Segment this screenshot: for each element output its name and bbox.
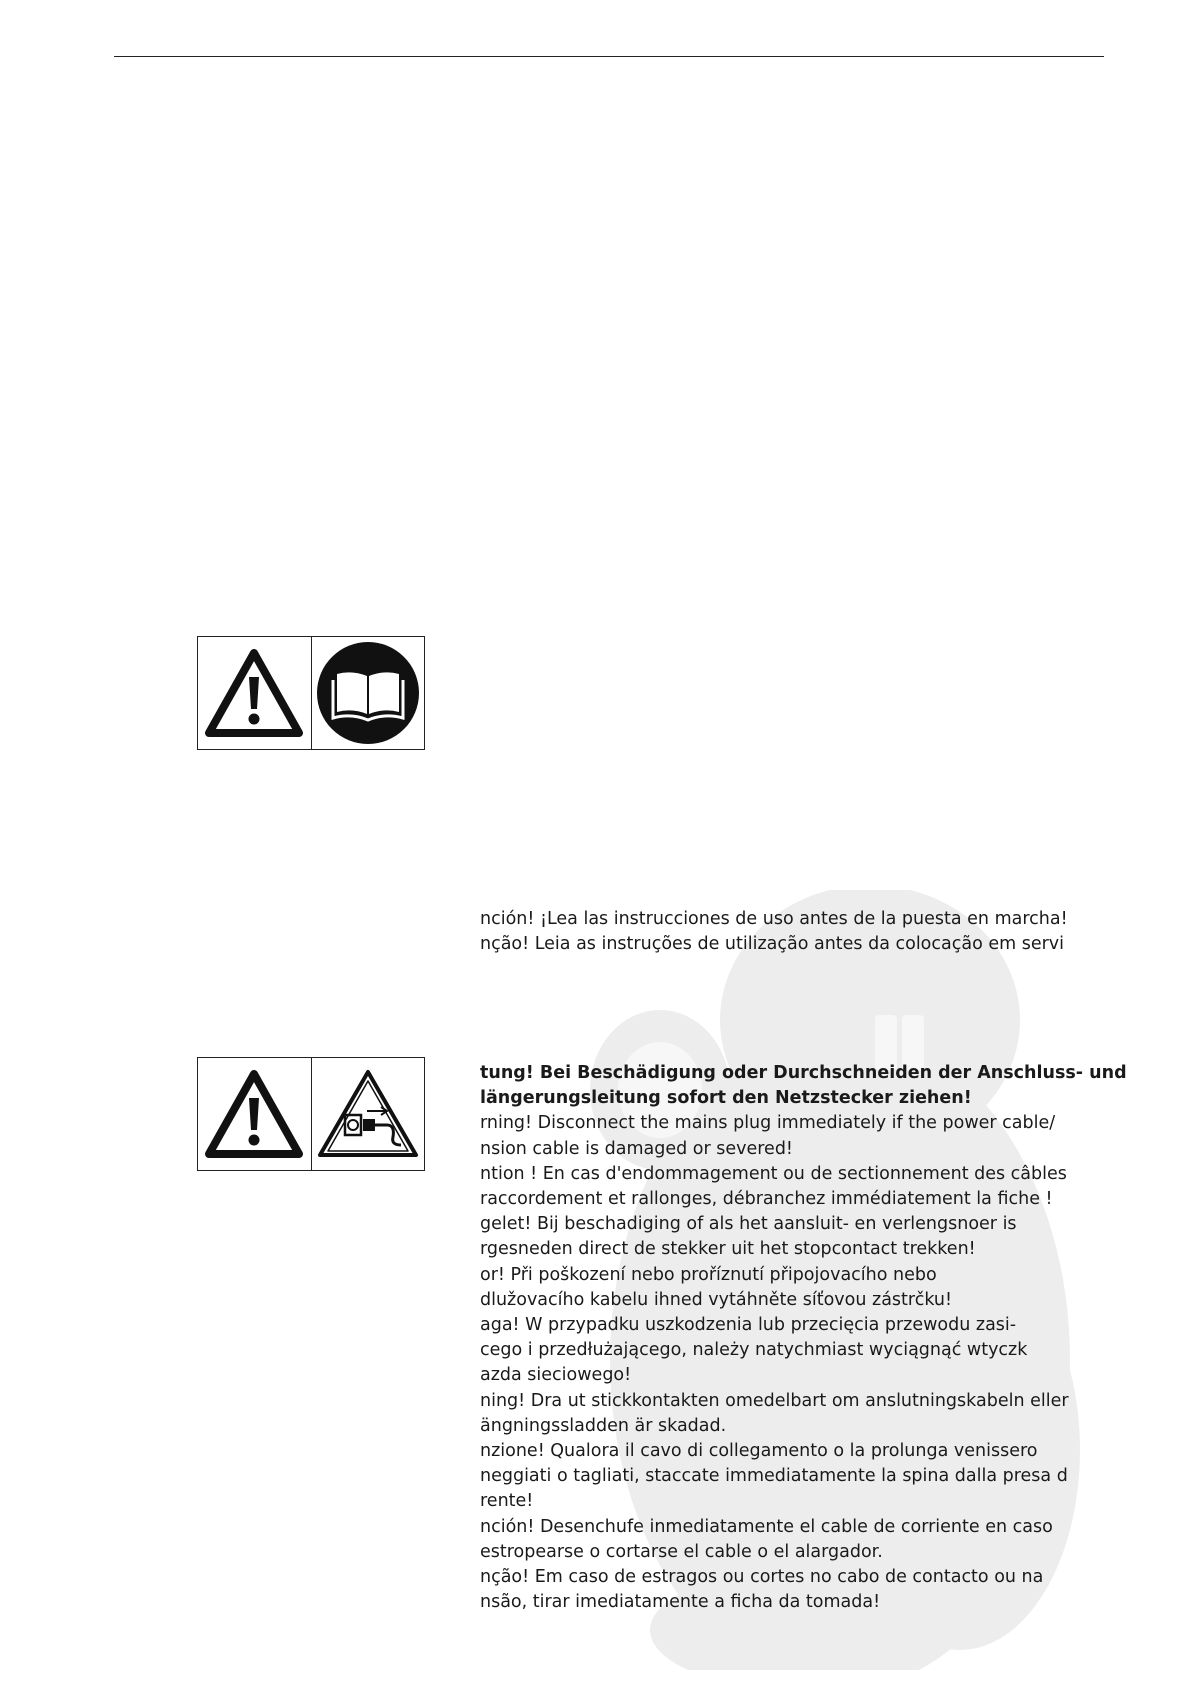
text-line: ängningssladden är skadad. [480,1415,727,1436]
text-line: nção! Leia as instruções de utilização antes da colocação em servi [480,934,1065,955]
icon-cell-warning [198,1058,311,1170]
read-manual-icon [315,640,421,746]
text-line: estropearse o cortarse el cable o el alargador. [480,1541,883,1562]
warning-triangle-icon [204,647,304,739]
text-line: raccordement et rallonges, débranchez immédiatement la fiche ! [480,1189,1053,1210]
text-line: nsão, tirar imediatamente a ficha da tomada! [480,1592,881,1613]
text-line: nción! ¡Lea las instrucciones de uso antes de la puesta en marcha! [480,909,1068,929]
text-line: rgesneden direct de stekker uit het stopcontact trekken! [480,1239,976,1260]
text-line: azda sieciowego! [480,1365,632,1386]
text-line: ning! Dra ut stickkontakten omedelbart om anslutningskabeln eller [480,1390,1069,1411]
text-line-bold: tung! Bei Beschädigung oder Durchschneiden der Anschluss- und [480,1063,1127,1083]
text-line: rente! [480,1491,534,1512]
section-damaged-cable [480,1061,1127,1615]
text-line: cego i przedłużającego, należy natychmiast wyciągnąć wtyczk [480,1340,1028,1361]
text-line: aga! W przypadku uszkodzenia lub przecięcia przewodu zasi- [480,1315,1017,1336]
text-line: rning! Disconnect the mains plug immediately if the power cable/ [480,1113,1056,1134]
icon-cell-manual [311,637,425,749]
text-line: nção! Em caso de estragos ou cortes no cabo de contacto ou na [480,1567,1044,1588]
top-rule [114,56,1104,57]
icon-cell-unplug [311,1058,425,1170]
text-line: ntion ! En cas d'endommagement ou de sectionnement des câbles [480,1163,1067,1184]
warning-triangle-icon [204,1068,304,1160]
icon-box-read-manual [197,636,425,750]
icon-cell-warning [198,637,311,749]
text-line-bold: längerungsleitung sofort den Netzstecker ziehen! [480,1088,972,1109]
text-line: nción! Desenchufe inmediatamente el cable de corriente en caso [480,1516,1053,1537]
icon-box-unplug [197,1057,425,1171]
section-read-instructions [480,907,1120,957]
unplug-cable-icon [315,1067,421,1161]
text-line: or! Při poškození nebo proříznutí připojovacího nebo [480,1264,937,1285]
text-line: neggiati o tagliati, staccate immediatamente la spina dalla presa d [480,1466,1068,1487]
text-line: nzione! Qualora il cavo di collegamento o la prolunga venissero [480,1441,1038,1462]
text-line: dlužovacího kabelu ihned vytáhněte síťovou zástrčku! [480,1289,953,1310]
text-line: gelet! Bij beschadiging of als het aansluit- en verlengsnoer is [480,1214,1017,1235]
text-line: nsion cable is damaged or severed! [480,1138,793,1159]
